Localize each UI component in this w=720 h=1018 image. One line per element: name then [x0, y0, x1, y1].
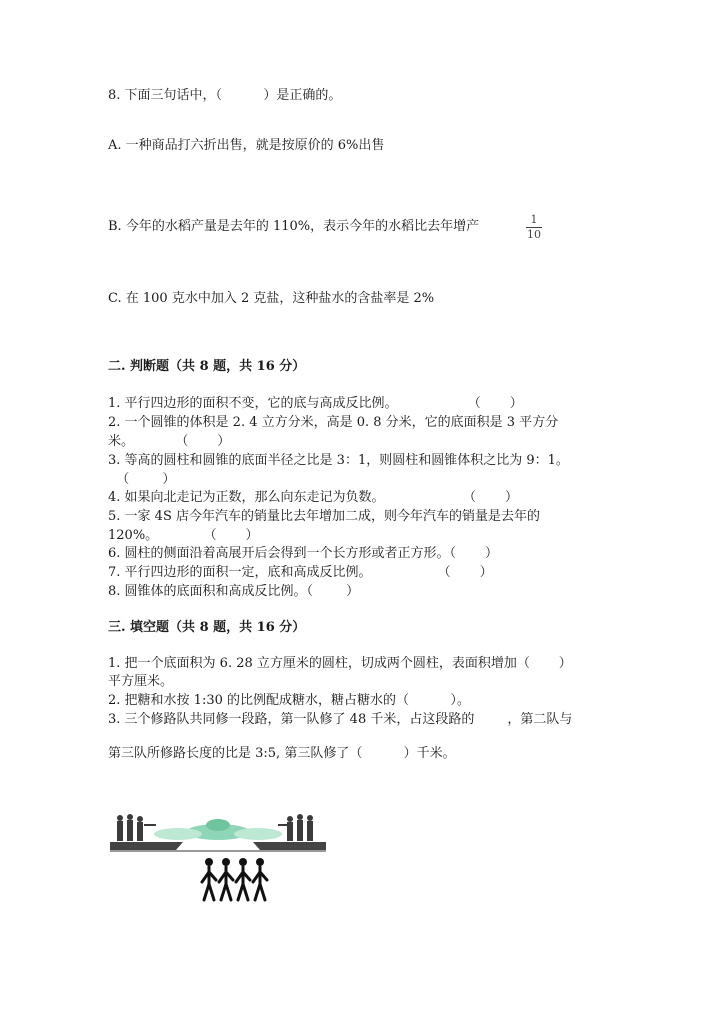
workers-right-icon: [278, 814, 313, 841]
section2-line: 8. 圆锥体的底面积和高成反比例。（ ）: [108, 584, 360, 599]
section3-line: 3. 三个修路队共同修一段路，第一队修了 48 千米，占这段路的 ，第二队与: [108, 712, 573, 727]
section2-line: 6. 圆柱的侧面沿着高展开后会得到一个长方形或者正方形。（ ）: [108, 546, 498, 561]
section3-heading: 三. 填空题（共 8 题，共 16 分）: [108, 620, 306, 635]
section2-line: 120%。 （ ）: [108, 528, 259, 543]
road-workers-illustration: [108, 812, 328, 907]
section2-line: 7. 平行四边形的面积一定，底和高成反比例。 （ ）: [108, 565, 493, 580]
section2-line: 3. 等高的圆柱和圆锥的底面半径之比是 3：1，则圆柱和圆锥体积之比为 9：1。: [108, 453, 569, 468]
section3-line: 1. 把一个底面积为 6. 28 立方厘米的圆柱，切成两个圆柱，表面积增加（ ）: [108, 656, 572, 671]
fraction-one-tenth: [524, 214, 544, 241]
section2-line: 2. 一个圆锥的体积是 2. 4 立方分米，高是 0. 8 分米，它的底面积是 3 平方分: [108, 415, 559, 430]
section3-line: 第三队所修路长度的比是 3:5, 第三队修了（ ）千米。: [108, 746, 456, 761]
green-foliage: [154, 819, 282, 840]
question8-option-a: A. 一种商品打六折出售，就是按原价的 6%出售: [108, 138, 385, 153]
road-line: [110, 842, 326, 852]
section2-line: 5. 一家 4S 店今年汽车的销量比去年增加二成，则今年汽车的销量是去年的: [108, 509, 540, 524]
section3-line: 2. 把糖和水按 1:30 的比例配成糖水，糖占糖水的（ ）。: [108, 693, 470, 708]
question8-stem: 8. 下面三句话中，（ ）是正确的。: [108, 88, 342, 103]
section2-line: 1. 平行四边形的面积不变，它的底与高成反比例。 （ ）: [108, 396, 523, 411]
section2-line: 米。 （ ）: [108, 434, 231, 449]
section3-line: 平方厘米。: [108, 674, 174, 689]
section2-line: 4. 如果向北走记为正数，那么向东走记为负数。 （ ）: [108, 490, 518, 505]
fraction-denominator: 10: [527, 228, 541, 241]
section2-line: （ ）: [108, 472, 176, 487]
people-silhouettes-icon: [202, 858, 267, 900]
question8-option-c: C. 在 100 克水中加入 2 克盐，这种盐水的含盐率是 2%: [108, 291, 435, 306]
fraction-numerator: 1: [530, 213, 538, 226]
workers-left-icon: [117, 814, 156, 841]
question8-option-b: B. 今年的水稻产量是去年的 110%，表示今年的水稻比去年增产: [108, 219, 480, 234]
section2-heading: 二. 判断题（共 8 题，共 16 分）: [108, 359, 306, 374]
